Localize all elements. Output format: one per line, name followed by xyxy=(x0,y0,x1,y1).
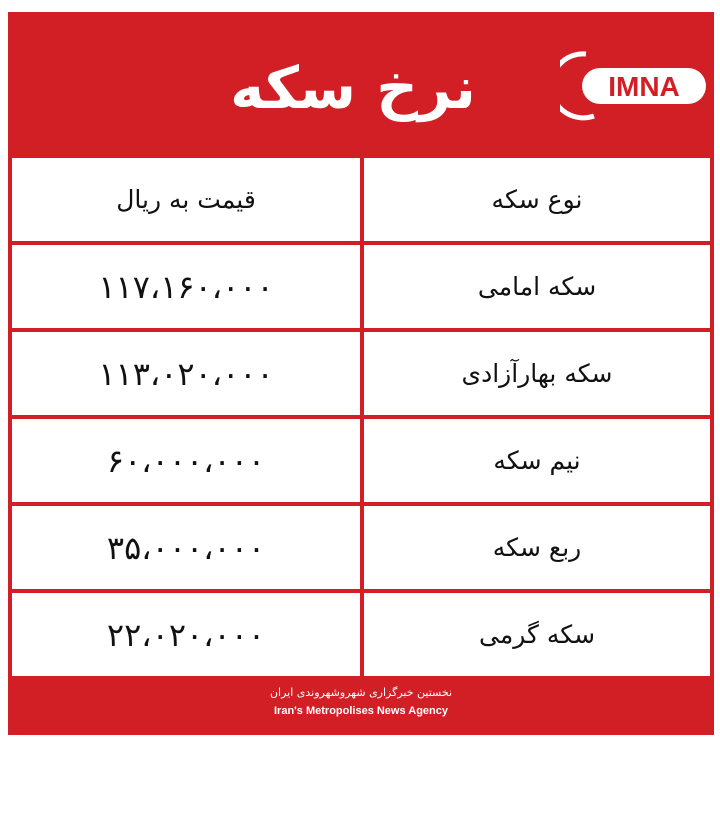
coin-type: سکه امامی xyxy=(364,245,710,328)
imna-logo xyxy=(560,46,706,126)
header-coin-type: نوع سکه xyxy=(364,158,710,241)
coin-type: سکه بهارآزادی xyxy=(364,332,710,415)
coin-type: نیم سکه xyxy=(364,419,710,502)
table-row xyxy=(12,245,710,328)
table-row xyxy=(12,332,710,415)
table-row xyxy=(12,419,710,502)
header-price: قیمت به ریال xyxy=(12,158,360,241)
coin-price: ۶۰،۰۰۰،۰۰۰ xyxy=(12,419,360,502)
footer xyxy=(8,676,714,735)
header xyxy=(8,12,714,158)
coin-price: ۳۵،۰۰۰،۰۰۰ xyxy=(12,506,360,589)
price-table xyxy=(12,158,710,676)
coin-price: ۲۲،۰۲۰،۰۰۰ xyxy=(12,593,360,676)
table-row xyxy=(12,506,710,589)
footer-tagline-en: Iran's Metropolises News Agency xyxy=(274,705,448,717)
coin-type: ربع سکه xyxy=(364,506,710,589)
coin-price: ۱۱۷،۱۶۰،۰۰۰ xyxy=(12,245,360,328)
coin-price-card xyxy=(8,12,714,735)
logo-text: IMNA xyxy=(608,71,680,102)
coin-type: سکه گرمی xyxy=(364,593,710,676)
table-header-row xyxy=(12,158,710,241)
coin-price: ۱۱۳،۰۲۰،۰۰۰ xyxy=(12,332,360,415)
page-title: نرخ سکه xyxy=(230,54,476,122)
table-row xyxy=(12,593,710,676)
footer-tagline-fa: نخستین خبرگزاری شهروشهروندی ایران xyxy=(269,686,453,699)
